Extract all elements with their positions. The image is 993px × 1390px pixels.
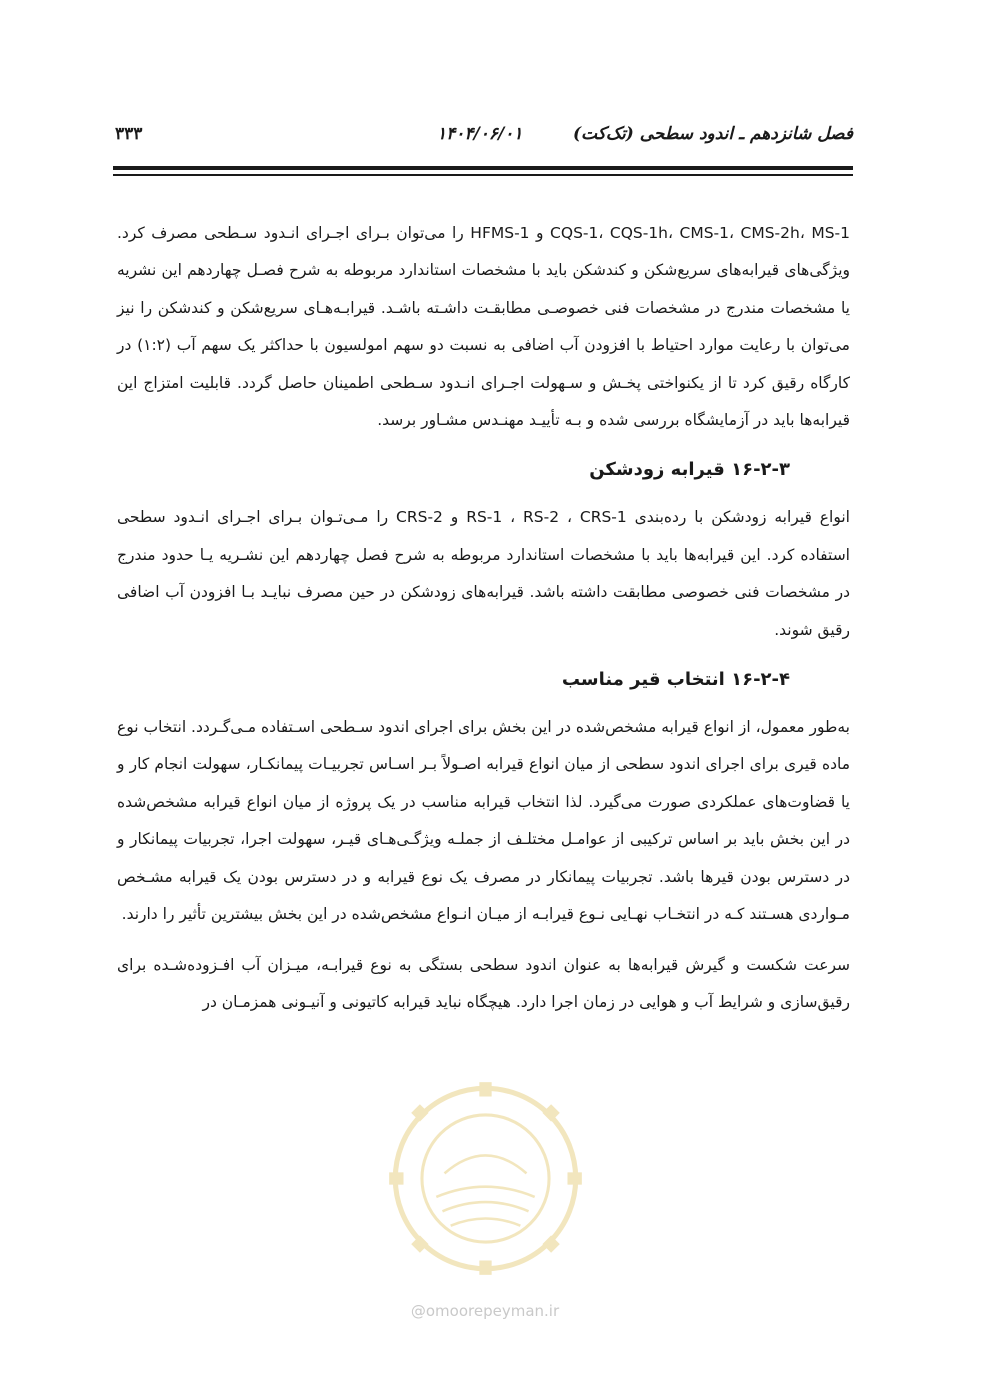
page-number: ۳۳۳: [115, 124, 143, 144]
paragraph-emulsion-types: CQS-1، CQS-1h، CMS-1، CMS-2h، MS-1 و HFMS-1 را می‌توان بـرای اجـرای انـدود سـطحی مصرف کرد. ویژگی‌های قیرابه‌های سریع‌شکن و کندشکن باید با مشخصات استاندارد مربوطه به شرح فصـل چهاردهم این نشریه یا مشخصات مندرج در مشخصات فنی خصوصـی مطابقـت داشـته باشـد. قیرابـه‌هـای سریع‌شکن و کندشکن را نیز می‌توان با رعایت موارد احتیاط با افزودن آب اضافی به نسبت دو سهم امولسیون با حداکثر یک سهم آب (۱:۲) در کارگاه رقیق کرد تا از یکنواختی پخـش و سـهولت اجـرای انـدود سـطحی اطمینان حاصل گردد. قابلیت امتزاج این قیرابه‌ها باید در آزمایشگاه بررسی شده و بـه تأییـد مهنـدس مشـاور برسد.: [117, 224, 850, 430]
chapter-title: فصل شانزدهم ـ اندود سطحی (تک‌کت): [572, 124, 853, 144]
section-heading-bitumen-selection: ۱۶-۲-۴ انتخاب قیر مناسب: [561, 669, 790, 691]
page-header: [115, 124, 853, 156]
paragraph-breaking-speed: سرعت شکست و گیرش قیرابه‌ها به عنوان اندود سطحی بستگی به نوع قیرابـه، میـزان آب افـزوده‌شـده برای رقیق‌سازی و شرایط آب و هوایی در زمان اجرا دارد. هیچگاه نباید قیرابه کاتیونی و آنیـونی همزمـان در: [117, 955, 850, 1011]
header-rule-thick: [113, 166, 853, 170]
paragraph-rapid-setting: انواع قیرابه زودشکن با رده‌بندی RS-1 ، RS-2 ، CRS-1 و CRS-2 را مـی‌تـوان بـرای اجـرای انـدود سطحی استفاده کرد. این قیرابه‌ها باید با مشخصات استاندارد مربوطه به شرح فصل چهاردهم این نشـریه یـا حدود مندرج در مشخصات فنی خصوصی مطابقت داشته باشد. قیرابه‌های زودشکن در حین مصرف نبایـد بـا افزودن آب اضافی رقیق شوند.: [117, 508, 850, 639]
section-heading-rapid-setting: ۱۶-۲-۳ قیرابه زودشکن: [589, 459, 790, 481]
paragraph-bitumen-selection: به‌طور معمول، از انواع قیرابه مشخص‌شده در این بخش برای اجرای اندود سـطحی اسـتفاده مـی‌گـردد. انتخاب نوع ماده قیری برای اجرای اندود سطحی از میان انواع قیرابه اصـولاً بـر اسـاس تجربیـات پیمانکـار، سهولت انجام کار و یا قضاوت‌های عملکردی صورت می‌گیرد. لذا انتخاب قیرابه مناسب در یک پروژه از میان انواع قیرابه مشخص‌شده در این بخش باید بر اساس ترکیبی از عوامـل مختلـف از جملـه ویژگـی‌هـای قیـر، سهولت اجرا، تجربیات پیمانکار و در دسترس بودن قیرها باشد. تجربیات پیمانکار در مصرف یک نوع قیرابه و در دسترس بودن یک قیرابه مشـخص مـواردی هسـتند کـه در انتخـاب نهـایی نـوع قیرابـه از میـان انـواع مشخص‌شده در این بخش بیشترین تأثیر را دارند.: [117, 718, 850, 924]
body-content: [117, 215, 850, 1021]
header-rule-thin: [113, 174, 853, 176]
header-date: ۱۴۰۴/۰۶/۰۱: [437, 124, 523, 144]
gear-seal-logo-icon: [383, 1076, 588, 1281]
watermark-text: @omoorepeyman.ir: [410, 1302, 560, 1320]
